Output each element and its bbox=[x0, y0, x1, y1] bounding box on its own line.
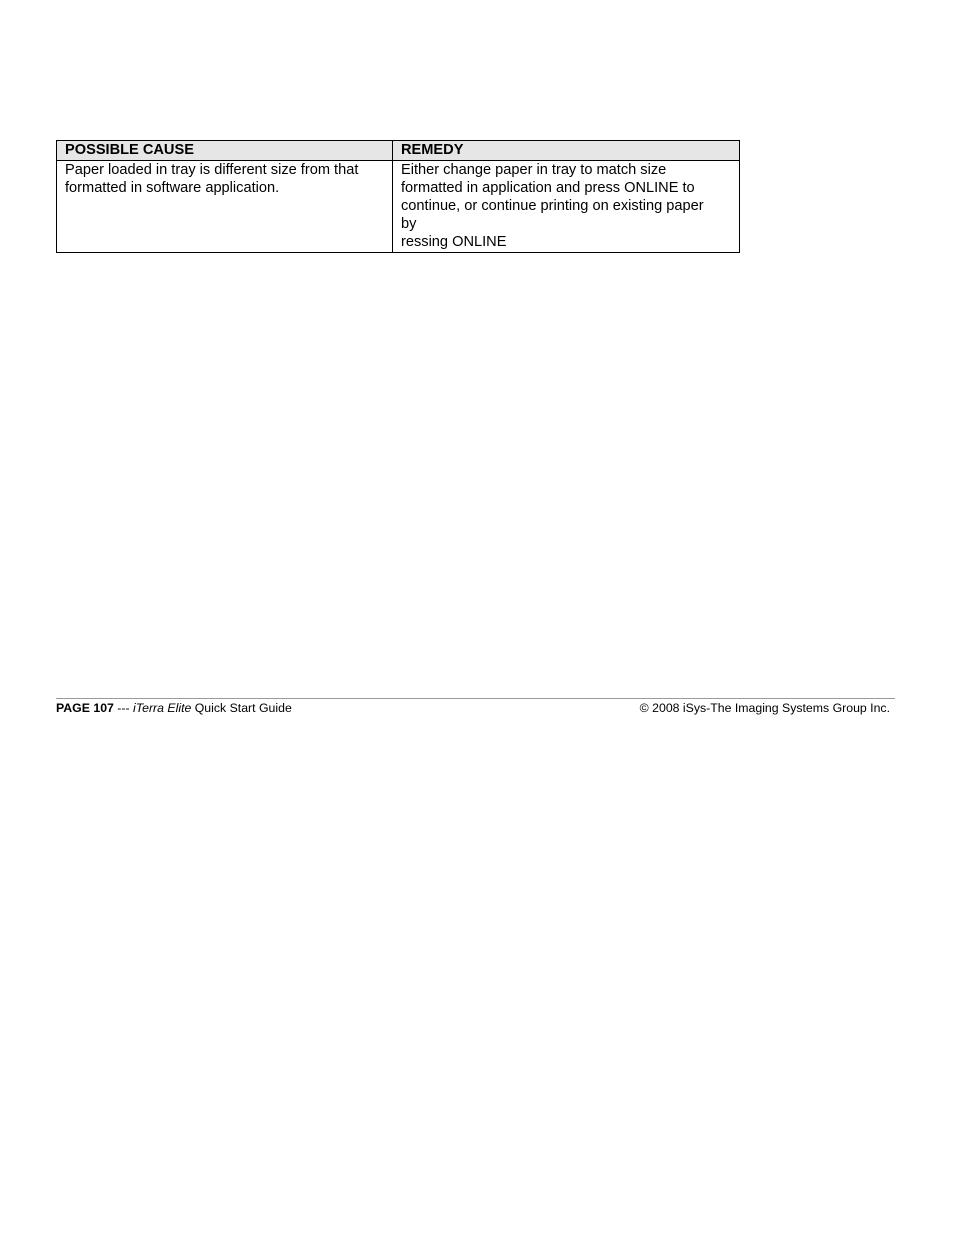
column-header-possible-cause: POSSIBLE CAUSE bbox=[57, 141, 393, 161]
footer-separator: --- bbox=[113, 701, 133, 715]
product-name: iTerra Elite bbox=[133, 701, 192, 715]
cause-text-line: formatted in software application. bbox=[65, 180, 280, 196]
copyright-notice: © 2008 iSys-The Imaging Systems Group Inc. bbox=[639, 701, 890, 715]
remedy-cell bbox=[393, 161, 740, 253]
remedy-text-line: formatted in application and press ONLINE to bbox=[401, 180, 695, 196]
table-header-row bbox=[57, 141, 740, 161]
remedy-text-line: Either change paper in tray to match size bbox=[401, 162, 667, 178]
page-number: PAGE 107 bbox=[56, 701, 114, 715]
remedy-text-line: ressing ONLINE bbox=[401, 234, 507, 250]
troubleshooting-table bbox=[56, 140, 740, 253]
cause-text-line: Paper loaded in tray is different size from that bbox=[65, 162, 359, 178]
footer-divider bbox=[56, 698, 895, 699]
cause-cell bbox=[57, 161, 393, 253]
guide-title: Quick Start Guide bbox=[191, 701, 292, 715]
remedy-text-line: by bbox=[401, 216, 417, 232]
table-row bbox=[57, 161, 740, 253]
footer-left bbox=[56, 701, 292, 715]
page-footer bbox=[56, 701, 890, 715]
remedy-text-line: continue, or continue printing on existing paper bbox=[401, 198, 704, 214]
column-header-remedy: REMEDY bbox=[393, 141, 740, 161]
